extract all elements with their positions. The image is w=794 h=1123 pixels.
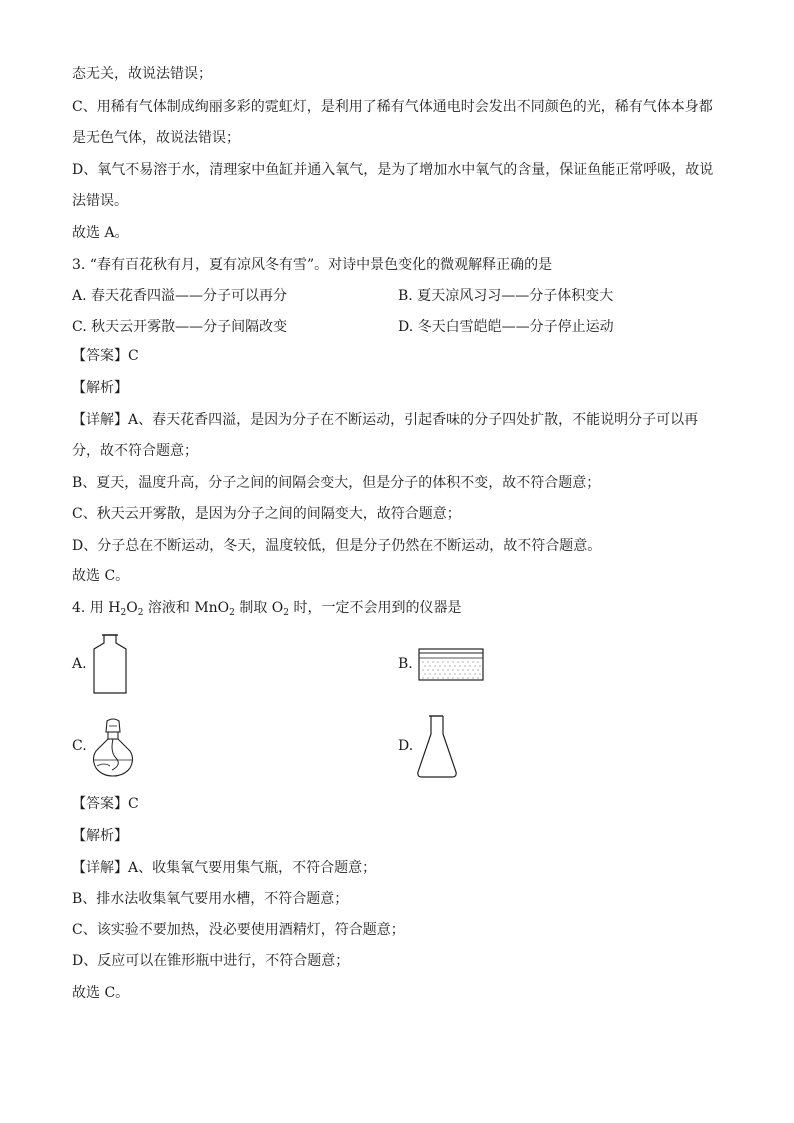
q3-detail-3: B、夏天，温度升高，分子之间的间隔会变大，但是分子的体积不变，故不符合题意； bbox=[72, 475, 601, 491]
q3-analysis-tag: 【解析】 bbox=[72, 380, 128, 396]
q4-label-c: C. bbox=[72, 738, 87, 754]
answer-tag: 【答案】 bbox=[72, 348, 128, 364]
answer-value: C bbox=[128, 348, 139, 364]
q4-analysis-tag: 【解析】 bbox=[72, 828, 128, 844]
q3-detail-2: 分，故不符合题意； bbox=[72, 443, 198, 459]
q4-label-b: B. bbox=[398, 656, 413, 672]
q3-conclusion: 故选 C。 bbox=[72, 568, 130, 584]
q4-stem bbox=[72, 598, 461, 618]
q4-label-a: A. bbox=[72, 656, 87, 672]
q3-option-b: B. 夏天凉风习习——分子体积变大 bbox=[398, 288, 614, 304]
q4-stem-text: 时，一定不会用到的仪器是 bbox=[289, 600, 462, 616]
answer-tag: 【答案】 bbox=[72, 796, 128, 812]
q3-stem: 3. “春有百花秋有月，夏有凉风冬有雪”。对诗中景色变化的微观解释正确的是 bbox=[72, 257, 553, 273]
q4-answer bbox=[72, 794, 139, 814]
q4-stem-text: 溶液和 MnO bbox=[143, 600, 230, 616]
conical-flask-icon bbox=[416, 714, 460, 780]
q4-stem-text: 制取 O bbox=[234, 600, 284, 616]
prev-line-3: 是无色气体，故说法错误； bbox=[72, 130, 240, 146]
answer-value: C bbox=[128, 796, 139, 812]
subscript: 2 bbox=[137, 608, 144, 618]
q3-detail-1: 【详解】A、春天花香四溢，是因为分子在不断运动，引起香味的分子四处扩散，不能说明分子可以再 bbox=[72, 412, 699, 428]
prev-line-5: 法错误。 bbox=[72, 193, 128, 209]
q4-detail-2: B、排水法收集氧气要用水槽，不符合题意； bbox=[72, 891, 349, 907]
q3-answer bbox=[72, 346, 139, 366]
prev-line-1: 态无关，故说法错误； bbox=[72, 66, 212, 82]
alcohol-lamp-icon bbox=[90, 718, 136, 778]
q4-stem-text: 4. 用 H bbox=[72, 600, 121, 616]
prev-line-2: C、用稀有气体制成绚丽多彩的霓虹灯，是利用了稀有气体通电时会发出不同颜色的光，稀有气体本身都 bbox=[72, 99, 713, 115]
q3-detail-5: D、分子总在不断运动，冬天，温度较低，但是分子仍然在不断运动，故不符合题意。 bbox=[72, 538, 602, 554]
q3-option-d: D. 冬天白雪皑皑——分子停止运动 bbox=[398, 319, 614, 335]
subscript: 2 bbox=[120, 608, 127, 618]
water-trough-icon bbox=[418, 648, 486, 682]
q4-stem-text: O bbox=[126, 600, 138, 616]
subscript: 2 bbox=[229, 608, 235, 618]
q3-option-a: A. 春天花香四溢——分子可以再分 bbox=[72, 288, 288, 304]
q4-label-d: D. bbox=[398, 738, 414, 754]
q4-conclusion: 故选 C。 bbox=[72, 985, 130, 1001]
prev-line-4: D、氧气不易溶于水，清理家中鱼缸并通入氧气，是为了增加水中氧气的含量，保证鱼能正常呼吸，故说 bbox=[72, 162, 714, 178]
q3-option-c: C. 秋天云开雾散——分子间隔改变 bbox=[72, 319, 288, 335]
q4-detail-3: C、该实验不要加热，没必要使用酒精灯，符合题意； bbox=[72, 922, 405, 938]
q3-detail-4: C、秋天云开雾散，是因为分子之间的间隔变大，故符合题意； bbox=[72, 506, 461, 522]
q4-detail-4: D、反应可以在锥形瓶中进行，不符合题意； bbox=[72, 953, 350, 969]
gas-collection-bottle-icon bbox=[92, 633, 132, 695]
q4-detail-1: 【详解】A、收集氧气要用集气瓶，不符合题意； bbox=[72, 860, 377, 876]
subscript: 2 bbox=[283, 608, 290, 618]
prev-conclusion: 故选 A。 bbox=[72, 225, 129, 241]
